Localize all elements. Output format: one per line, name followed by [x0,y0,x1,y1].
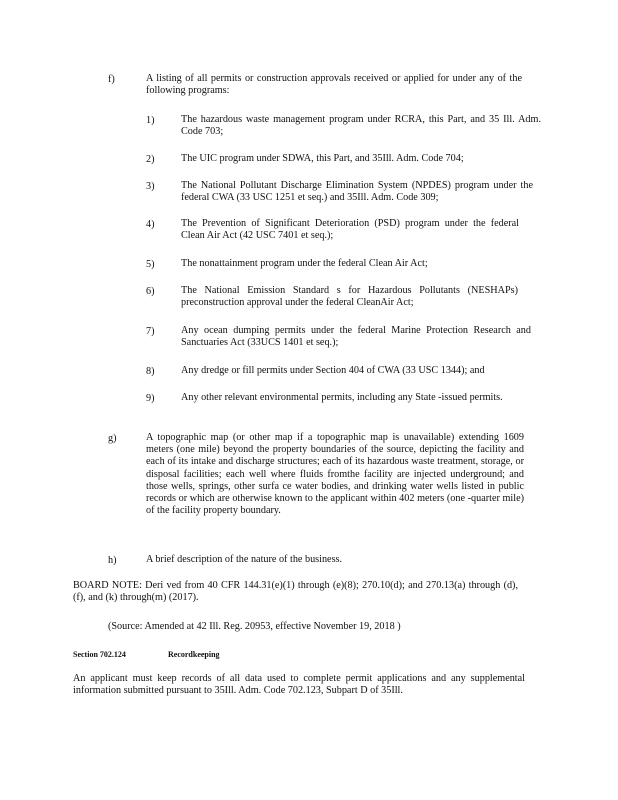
item-g-text: A topographic map (or other map if a topographic map is unavailable) extending 1609 meters (one mile) beyond the property boundaries of the source, depicting the facility and each of its intake and discharge structures; each of its hazardous waste treatment, storage, or disposal facilities; each well where fluids fromthe facility are injected underground; and those wells, springs, other surfa ce water bodies, and drinking water wells listed in public records or which are otherwise known to the applicant within 402 meters (one -quarter mile) of the facility property boundary. [146,432,524,517]
item-f-text: A listing of all permits or construction approvals received or applied for under any of the following programs: [146,73,522,97]
subitem-5-number: 5) [146,259,155,270]
subitem-7-number: 7) [146,326,155,337]
section-title: Recordkeeping [168,650,220,659]
subitem-2-text: The UIC program under SDWA, this Part, and 35Ill. Adm. Code 704; [181,153,464,164]
subitem-1-text: The hazardous waste management program under RCRA, this Part, and 35 Ill. Adm. Code 703; [181,114,541,138]
subitem-4-text: The Prevention of Significant Deterioration (PSD) program under the federal Clean Air Act (42 USC 7401 et seq.); [181,218,519,242]
subitem-9-number: 9) [146,393,155,404]
item-f-label: f) [108,74,115,85]
section-number: Section 702.124 [73,650,126,659]
subitem-8-text: Any dredge or fill permits under Section 404 of CWA (33 USC 1344); and [181,365,485,376]
subitem-2-number: 2) [146,154,155,165]
subitem-5-text: The nonattainment program under the federal Clean Air Act; [181,258,428,269]
closing-paragraph: An applicant must keep records of all data used to complete permit applications and any supplemental information submitted pursuant to 35Ill. Adm. Code 702.123, Subpart D of 35Ill. [73,673,525,697]
source-note: (Source: Amended at 42 Ill. Reg. 20953, effective November 19, 2018 ) [108,621,401,632]
subitem-7-text: Any ocean dumping permits under the federal Marine Protection Research and Sanctuaries Act (33UCS 1401 et seq.); [181,325,531,349]
subitem-3-number: 3) [146,181,155,192]
subitem-9-text: Any other relevant environmental permits, including any State -issued permits. [181,392,503,403]
subitem-4-number: 4) [146,219,155,230]
board-note: BOARD NOTE: Deri ved from 40 CFR 144.31(e)(1) through (e)(8); 270.10(d); and 270.13(a) through (d), (f), and (k) through(m) (2017). [73,580,518,604]
subitem-6-number: 6) [146,286,155,297]
item-h-label: h) [108,555,117,566]
item-h-text: A brief description of the nature of the business. [146,554,343,565]
item-g-label: g) [108,433,117,444]
subitem-3-text: The National Pollutant Discharge Elimination System (NPDES) program under the federal CWA (33 USC 1251 et seq.) and 35Ill. Adm. Code 309; [181,180,533,204]
subitem-8-number: 8) [146,366,155,377]
subitem-1-number: 1) [146,115,155,126]
subitem-6-text: The National Emission Standard s for Hazardous Pollutants (NESHAPs) preconstruction approval under the federal CleanAir Act; [181,285,518,309]
